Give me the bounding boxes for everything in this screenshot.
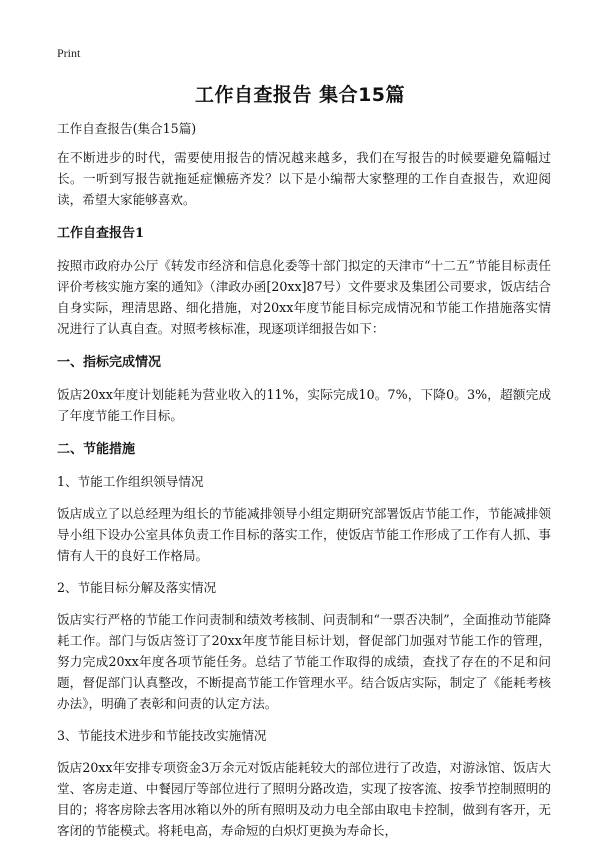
intro-paragraph: 在不断进步的时代，需要使用报告的情况越来越多，我们在写报告的时候要避免篇幅过长。一听到写报告就拖延症懒癌齐发？以下是小编帮大家整理的工作自查报告，欢迎阅读，希望大家能够喜欢。 — [57, 150, 551, 207]
section-heading-report-1: 工作自查报告1 — [57, 226, 145, 241]
indicator-paragraph: 饭店20xx年度计划能耗为营业收入的11%，实际完成10。7%，下降0。3%，超额完成了年度节能工作目标。 — [57, 387, 551, 423]
heading-energy-measures: 二、节能措施 — [57, 442, 136, 457]
technology-paragraph: 饭店20xx年安排专项资金3万余元对饭店能耗较大的部位进行了改造，对游泳馆、饭店大堂、客房走道、中餐园厅等部位进行了照明分路改造，实现了按客流、按季节控制照明的目的；将客房除去客用冰箱以外的所有照明及动力电全部由取电卡控制，做到有客开，无客闭的节能模式。将耗电高，寿命短的白炽灯更换为寿命长， — [57, 760, 551, 838]
report-1-paragraph: 按照市政府办公厅《转发市经济和信息化委等十部门拟定的天津市“十二五”节能目标责任评价考核实施方案的通知》（津政办函[20xx]87号）文件要求及集团公司要求，饭店结合自身实际，理清思路、细化措施，对20xx年度节能目标完成情况和节能工作措施落实情况进行了认真自查。对照考核标准，现逐项详细报告如下： — [57, 258, 551, 336]
target-breakdown-paragraph: 饭店实行严格的节能工作问责制和绩效考核制、问责制和“一票否决制”，全面推动节能降耗工作。部门与饭店签订了20xx年度节能目标计划，督促部门加强对节能工作的管理，努力完成20xx年度各项节能任务。总结了节能工作取得的成绩，查找了存在的不足和问题，督促部门认真整改，不断提高节能工作管理水平。结合饭店实际，制定了《能耗考核办法》，明确了表彰和问责的认定方法。 — [57, 612, 551, 711]
subheading-technology: 3、节能技术进步和节能技改实施情况 — [57, 728, 267, 743]
subheading-target-breakdown: 2、节能目标分解及落实情况 — [57, 580, 217, 595]
document-body — [57, 118, 551, 850]
print-link[interactable]: Print — [57, 46, 81, 60]
heading-indicator-completion: 一、指标完成情况 — [57, 355, 162, 370]
subheading-organization: 1、节能工作组织领导情况 — [57, 474, 204, 489]
organization-paragraph: 饭店成立了以总经理为组长的节能减排领导小组定期研究部署饭店节能工作，节能减排领导小组下设办公室具体负责工作目标的落实工作，使饭店节能工作形成了工作有人抓、事情有人干的良好工作格局。 — [57, 506, 551, 563]
document-subtitle: 工作自查报告(集合15篇) — [57, 121, 197, 136]
page-title: 工作自查报告 集合15篇 — [194, 84, 406, 106]
